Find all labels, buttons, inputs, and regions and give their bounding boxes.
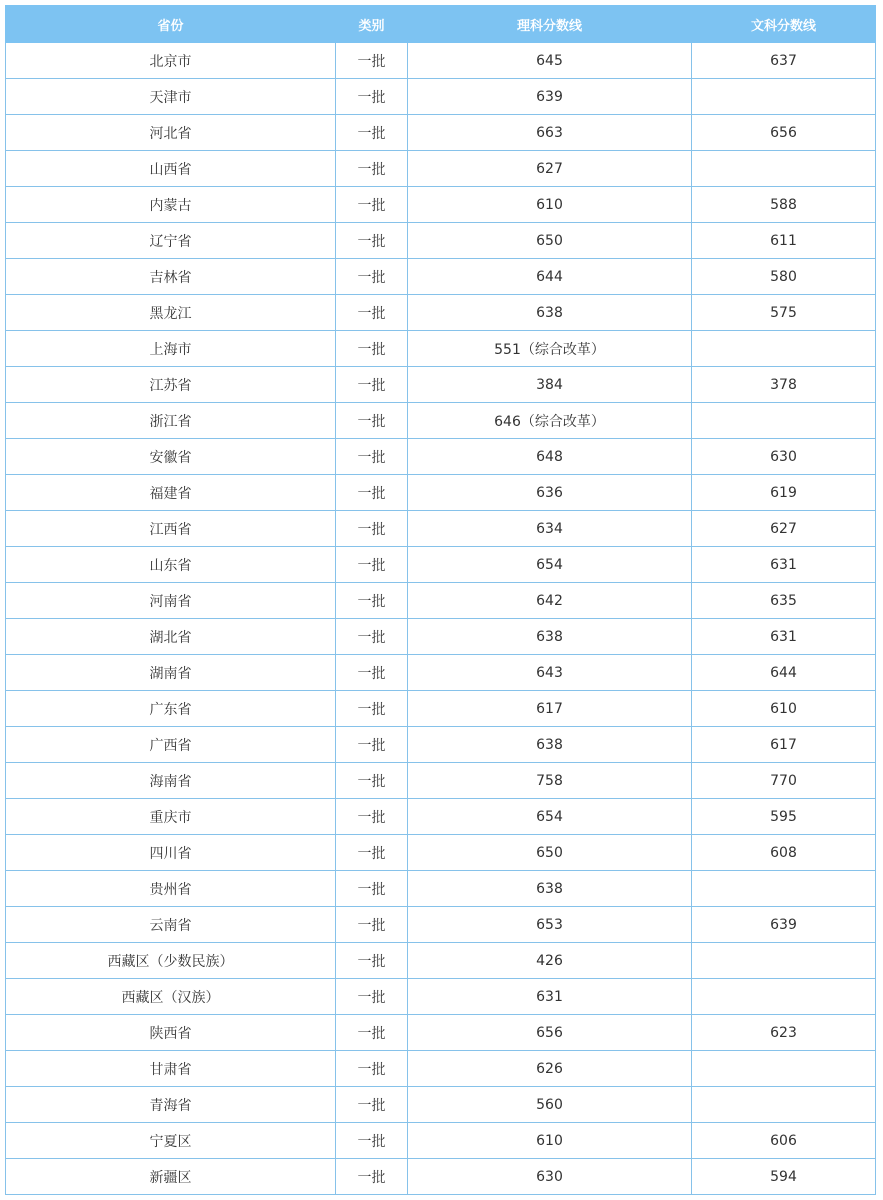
- category-cell: 一批: [336, 187, 408, 223]
- table-row: [6, 511, 876, 547]
- table-row: [6, 367, 876, 403]
- liberal-arts-score-cell: 631: [692, 619, 876, 655]
- science-score-cell: 758: [408, 763, 692, 799]
- category-cell: 一批: [336, 43, 408, 79]
- category-cell: 一批: [336, 907, 408, 943]
- table-row: [6, 943, 876, 979]
- science-score-cell: 642: [408, 583, 692, 619]
- category-cell: 一批: [336, 223, 408, 259]
- table-row: [6, 187, 876, 223]
- science-score-cell: 643: [408, 655, 692, 691]
- province-cell: 山西省: [6, 151, 336, 187]
- category-cell: 一批: [336, 1051, 408, 1087]
- category-cell: 一批: [336, 403, 408, 439]
- province-cell: 贵州省: [6, 871, 336, 907]
- liberal-arts-score-cell: 594: [692, 1159, 876, 1195]
- liberal-arts-score-cell: 575: [692, 295, 876, 331]
- table-row: [6, 259, 876, 295]
- province-cell: 福建省: [6, 475, 336, 511]
- table-row: [6, 223, 876, 259]
- liberal-arts-score-cell: 631: [692, 547, 876, 583]
- science-score-cell: 630: [408, 1159, 692, 1195]
- province-cell: 新疆区: [6, 1159, 336, 1195]
- science-score-cell: 654: [408, 799, 692, 835]
- province-cell: 广西省: [6, 727, 336, 763]
- liberal-arts-score-cell: 610: [692, 691, 876, 727]
- science-score-cell: 663: [408, 115, 692, 151]
- category-cell: 一批: [336, 1123, 408, 1159]
- liberal-arts-score-cell: 627: [692, 511, 876, 547]
- science-score-cell: 426: [408, 943, 692, 979]
- province-cell: 四川省: [6, 835, 336, 871]
- table-row: [6, 115, 876, 151]
- header-row: [6, 6, 876, 43]
- liberal-arts-score-cell: 635: [692, 583, 876, 619]
- liberal-arts-score-cell: [692, 1087, 876, 1123]
- province-cell: 天津市: [6, 79, 336, 115]
- liberal-arts-score-cell: [692, 331, 876, 367]
- liberal-arts-score-cell: 378: [692, 367, 876, 403]
- province-cell: 海南省: [6, 763, 336, 799]
- science-score-cell: 650: [408, 223, 692, 259]
- table-row: [6, 1087, 876, 1123]
- liberal-arts-score-cell: 606: [692, 1123, 876, 1159]
- province-cell: 重庆市: [6, 799, 336, 835]
- score-table: [5, 5, 876, 1195]
- science-score-cell: 627: [408, 151, 692, 187]
- table-row: [6, 331, 876, 367]
- province-cell: 吉林省: [6, 259, 336, 295]
- liberal-arts-score-cell: 623: [692, 1015, 876, 1051]
- liberal-arts-score-cell: 656: [692, 115, 876, 151]
- category-cell: 一批: [336, 979, 408, 1015]
- liberal-arts-score-cell: 637: [692, 43, 876, 79]
- table-row: [6, 871, 876, 907]
- province-cell: 广东省: [6, 691, 336, 727]
- category-cell: 一批: [336, 1159, 408, 1195]
- table-row: [6, 763, 876, 799]
- table-row: [6, 1123, 876, 1159]
- category-cell: 一批: [336, 835, 408, 871]
- category-cell: 一批: [336, 691, 408, 727]
- science-score-cell: 634: [408, 511, 692, 547]
- table-row: [6, 691, 876, 727]
- category-cell: 一批: [336, 259, 408, 295]
- province-cell: 上海市: [6, 331, 336, 367]
- category-cell: 一批: [336, 871, 408, 907]
- science-score-cell: 626: [408, 1051, 692, 1087]
- liberal-arts-score-cell: 588: [692, 187, 876, 223]
- table-row: [6, 1015, 876, 1051]
- category-cell: 一批: [336, 331, 408, 367]
- liberal-arts-score-cell: [692, 79, 876, 115]
- header-category: 类别: [336, 6, 408, 43]
- table-row: [6, 403, 876, 439]
- score-table-container: [5, 5, 875, 1195]
- table-row: [6, 439, 876, 475]
- header-science-score: 理科分数线: [408, 6, 692, 43]
- header-liberal-arts-score: 文科分数线: [692, 6, 876, 43]
- table-row: [6, 151, 876, 187]
- province-cell: 西藏区（少数民族）: [6, 943, 336, 979]
- table-row: [6, 835, 876, 871]
- table-row: [6, 1159, 876, 1195]
- category-cell: 一批: [336, 439, 408, 475]
- science-score-cell: 648: [408, 439, 692, 475]
- table-row: [6, 799, 876, 835]
- category-cell: 一批: [336, 151, 408, 187]
- category-cell: 一批: [336, 763, 408, 799]
- liberal-arts-score-cell: 580: [692, 259, 876, 295]
- category-cell: 一批: [336, 727, 408, 763]
- liberal-arts-score-cell: 770: [692, 763, 876, 799]
- science-score-cell: 650: [408, 835, 692, 871]
- liberal-arts-score-cell: [692, 871, 876, 907]
- science-score-cell: 638: [408, 295, 692, 331]
- liberal-arts-score-cell: [692, 943, 876, 979]
- province-cell: 北京市: [6, 43, 336, 79]
- table-row: [6, 1051, 876, 1087]
- table-row: [6, 295, 876, 331]
- province-cell: 安徽省: [6, 439, 336, 475]
- province-cell: 江苏省: [6, 367, 336, 403]
- province-cell: 河北省: [6, 115, 336, 151]
- category-cell: 一批: [336, 619, 408, 655]
- province-cell: 浙江省: [6, 403, 336, 439]
- province-cell: 内蒙古: [6, 187, 336, 223]
- table-body: [6, 43, 876, 1195]
- science-score-cell: 551（综合改革）: [408, 331, 692, 367]
- category-cell: 一批: [336, 115, 408, 151]
- liberal-arts-score-cell: 639: [692, 907, 876, 943]
- science-score-cell: 638: [408, 727, 692, 763]
- category-cell: 一批: [336, 295, 408, 331]
- liberal-arts-score-cell: [692, 151, 876, 187]
- science-score-cell: 636: [408, 475, 692, 511]
- liberal-arts-score-cell: 595: [692, 799, 876, 835]
- science-score-cell: 610: [408, 1123, 692, 1159]
- science-score-cell: 656: [408, 1015, 692, 1051]
- province-cell: 黑龙江: [6, 295, 336, 331]
- science-score-cell: 644: [408, 259, 692, 295]
- category-cell: 一批: [336, 547, 408, 583]
- province-cell: 青海省: [6, 1087, 336, 1123]
- table-row: [6, 727, 876, 763]
- liberal-arts-score-cell: 619: [692, 475, 876, 511]
- category-cell: 一批: [336, 511, 408, 547]
- liberal-arts-score-cell: [692, 1051, 876, 1087]
- province-cell: 陕西省: [6, 1015, 336, 1051]
- science-score-cell: 638: [408, 871, 692, 907]
- liberal-arts-score-cell: 630: [692, 439, 876, 475]
- science-score-cell: 560: [408, 1087, 692, 1123]
- science-score-cell: 384: [408, 367, 692, 403]
- table-row: [6, 547, 876, 583]
- category-cell: 一批: [336, 655, 408, 691]
- liberal-arts-score-cell: 608: [692, 835, 876, 871]
- science-score-cell: 645: [408, 43, 692, 79]
- table-row: [6, 979, 876, 1015]
- category-cell: 一批: [336, 79, 408, 115]
- liberal-arts-score-cell: 644: [692, 655, 876, 691]
- province-cell: 河南省: [6, 583, 336, 619]
- province-cell: 宁夏区: [6, 1123, 336, 1159]
- province-cell: 西藏区（汉族）: [6, 979, 336, 1015]
- science-score-cell: 631: [408, 979, 692, 1015]
- province-cell: 云南省: [6, 907, 336, 943]
- category-cell: 一批: [336, 943, 408, 979]
- table-row: [6, 907, 876, 943]
- province-cell: 湖南省: [6, 655, 336, 691]
- category-cell: 一批: [336, 1015, 408, 1051]
- category-cell: 一批: [336, 799, 408, 835]
- table-row: [6, 619, 876, 655]
- province-cell: 甘肃省: [6, 1051, 336, 1087]
- table-row: [6, 583, 876, 619]
- science-score-cell: 646（综合改革）: [408, 403, 692, 439]
- science-score-cell: 654: [408, 547, 692, 583]
- liberal-arts-score-cell: [692, 403, 876, 439]
- liberal-arts-score-cell: 611: [692, 223, 876, 259]
- category-cell: 一批: [336, 475, 408, 511]
- header-province: 省份: [6, 6, 336, 43]
- science-score-cell: 639: [408, 79, 692, 115]
- province-cell: 辽宁省: [6, 223, 336, 259]
- province-cell: 山东省: [6, 547, 336, 583]
- science-score-cell: 610: [408, 187, 692, 223]
- science-score-cell: 617: [408, 691, 692, 727]
- table-row: [6, 79, 876, 115]
- table-row: [6, 475, 876, 511]
- category-cell: 一批: [336, 367, 408, 403]
- category-cell: 一批: [336, 1087, 408, 1123]
- liberal-arts-score-cell: [692, 979, 876, 1015]
- liberal-arts-score-cell: 617: [692, 727, 876, 763]
- table-header: [6, 6, 876, 43]
- science-score-cell: 638: [408, 619, 692, 655]
- province-cell: 江西省: [6, 511, 336, 547]
- science-score-cell: 653: [408, 907, 692, 943]
- category-cell: 一批: [336, 583, 408, 619]
- province-cell: 湖北省: [6, 619, 336, 655]
- table-row: [6, 43, 876, 79]
- table-row: [6, 655, 876, 691]
